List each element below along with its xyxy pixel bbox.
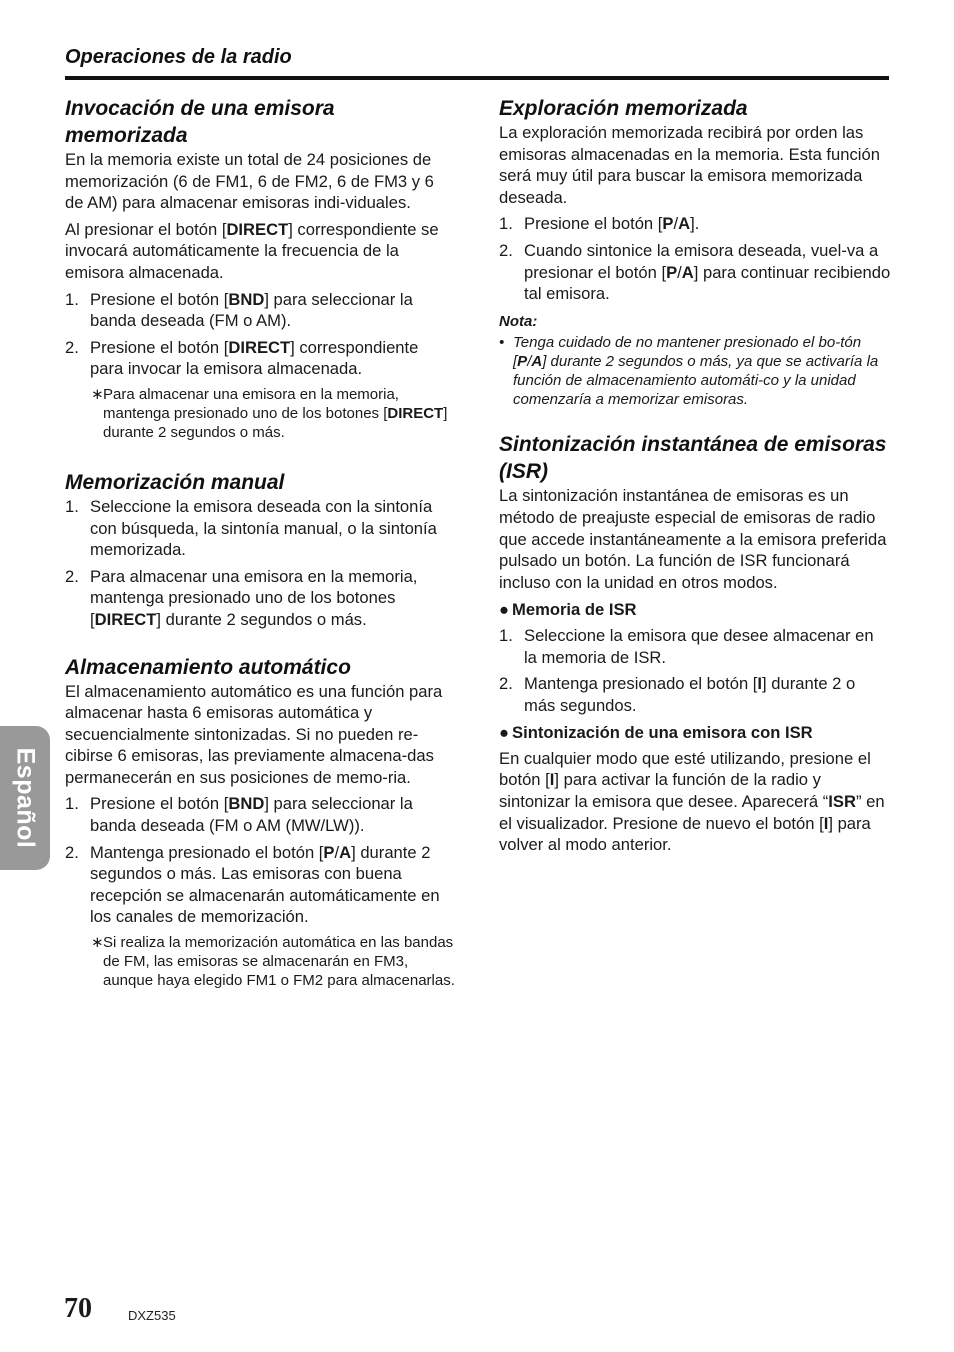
- footnote: ∗ Si realiza la memorización automática en las bandas de FM, las emisoras se almacenarán en FM3, aunque haya elegido FM1 o FM2 para almacenarlas.: [91, 934, 455, 990]
- list-item: 2. Cuando sintonice la emisora deseada, vuel-va a presionar el botón [P/A] para continuar recibiendo tal emisora.: [499, 240, 891, 304]
- list-item: 2. Para almacenar una emisora en la memoria, mantenga presionado uno de los botones [DIRECT] durante 2 segundos o más.: [65, 566, 418, 629]
- subheading-memoria-isr: ● Memoria de ISR: [499, 600, 637, 620]
- paragraph: En la memoria existe un total de 24 posiciones de memorización (6 de FM1, 6 de FM2, 6 de FM3 y 6 de AM) para almacenar emisoras indi-viduales.: [65, 150, 434, 213]
- list-item: 1. Presione el botón [BND] para seleccionar la banda deseada (FM o AM (MW/LW)).: [65, 794, 413, 836]
- language-tab: [0, 726, 50, 870]
- list-item: 1. Seleccione la emisora que desee almacenar en la memoria de ISR.: [499, 625, 874, 667]
- heading-almacenamiento-automatico: Almacenamiento automático: [65, 655, 351, 679]
- header-rule: [65, 76, 889, 80]
- model-number: DXZ535: [128, 1308, 176, 1323]
- heading-invocacion: Invocación de una emisora memorizada: [65, 97, 335, 147]
- heading-isr: Sintonización instantánea de emisoras (ISR): [499, 433, 887, 484]
- list-item: 1. Presione el botón [BND] para seleccionar la banda deseada (FM o AM).: [65, 289, 413, 331]
- list-item: 1. Presione el botón [P/A].: [499, 214, 700, 234]
- numbered-list: [65, 496, 455, 631]
- subheading-sintonizacion-isr: ● Sintonización de una emisora con ISR: [499, 723, 813, 743]
- list-item: 2. Mantenga presionado el botón [I] durante 2 o más segundos.: [499, 674, 856, 715]
- note-title: Nota:: [499, 312, 538, 330]
- paragraph: La sintonización instantánea de emisoras es un método de preajuste especial de emisoras de radio que accede instantáneamente a la emisora preferida pulsado un botón. La función de ISR funcionará incluso con la unidad en otros modos.: [499, 486, 887, 592]
- heading-exploracion-memorizada: Exploración memorizada: [499, 97, 748, 120]
- note-text: • Tenga cuidado de no mantener presionado el bo-tón [P/A] durante 2 segundos o más, ya que se activaría la función de almacenamiento automáti-co y la unidad comenzaría a memorizar emisoras.: [499, 334, 879, 409]
- list-item: 2. Presione el botón [DIRECT] correspondiente para invocar la emisora almacenada.: [65, 337, 419, 379]
- right-column: [499, 95, 891, 861]
- language-tab-label: Español: [11, 747, 40, 849]
- numbered-list: [65, 289, 455, 380]
- bullet-dot-icon: ●: [499, 600, 510, 620]
- heading-memorizacion-manual: Memorización manual: [65, 470, 285, 494]
- footnote: ∗ Para almacenar una emisora en la memoria, mantenga presionado uno de los botones [DIRECT] durante 2 segundos o más.: [91, 385, 448, 441]
- section-header: Operaciones de la radio: [65, 46, 292, 68]
- paragraph: En cualquier modo que esté utilizando, presione el botón [I] para activar la función de la radio y sintonizar la emisora que desee. Aparecerá “ISR” en el visualizador. Presione de nuevo el botón [I] para volver al modo anterior.: [499, 748, 885, 855]
- list-item: 1. Seleccione la emisora deseada con la sintonía con búsqueda, la sintonía manual, o la sintonía memorizada.: [65, 496, 437, 560]
- numbered-list: [499, 625, 891, 716]
- bullet-dot-icon: ●: [499, 723, 510, 743]
- left-column: [65, 95, 455, 995]
- paragraph: Al presionar el botón [DIRECT] correspondiente se invocará automáticamente la frecuencia de la emisora almacenada.: [65, 219, 439, 282]
- list-item: 2. Mantenga presionado el botón [P/A] durante 2 segundos o más. Las emisoras con buena recepción se almacenarán automáticamente en los canales de memorización.: [65, 842, 440, 927]
- page-number: 70: [64, 1293, 92, 1324]
- paragraph: El almacenamiento automático es una función para almacenar hasta 6 emisoras automática y secuencialmente sintonizadas. Si no pueden re-cibirse 6 emisoras, las previamente almacena-das permanecerán en sus posiciones de memo-ria.: [65, 681, 443, 787]
- paragraph: La exploración memorizada recibirá por orden las emisoras almacenadas en la memoria. Esta función será muy útil para buscar la emisora memorizada deseada.: [499, 123, 880, 207]
- numbered-list: [65, 793, 455, 928]
- numbered-list: [499, 213, 891, 304]
